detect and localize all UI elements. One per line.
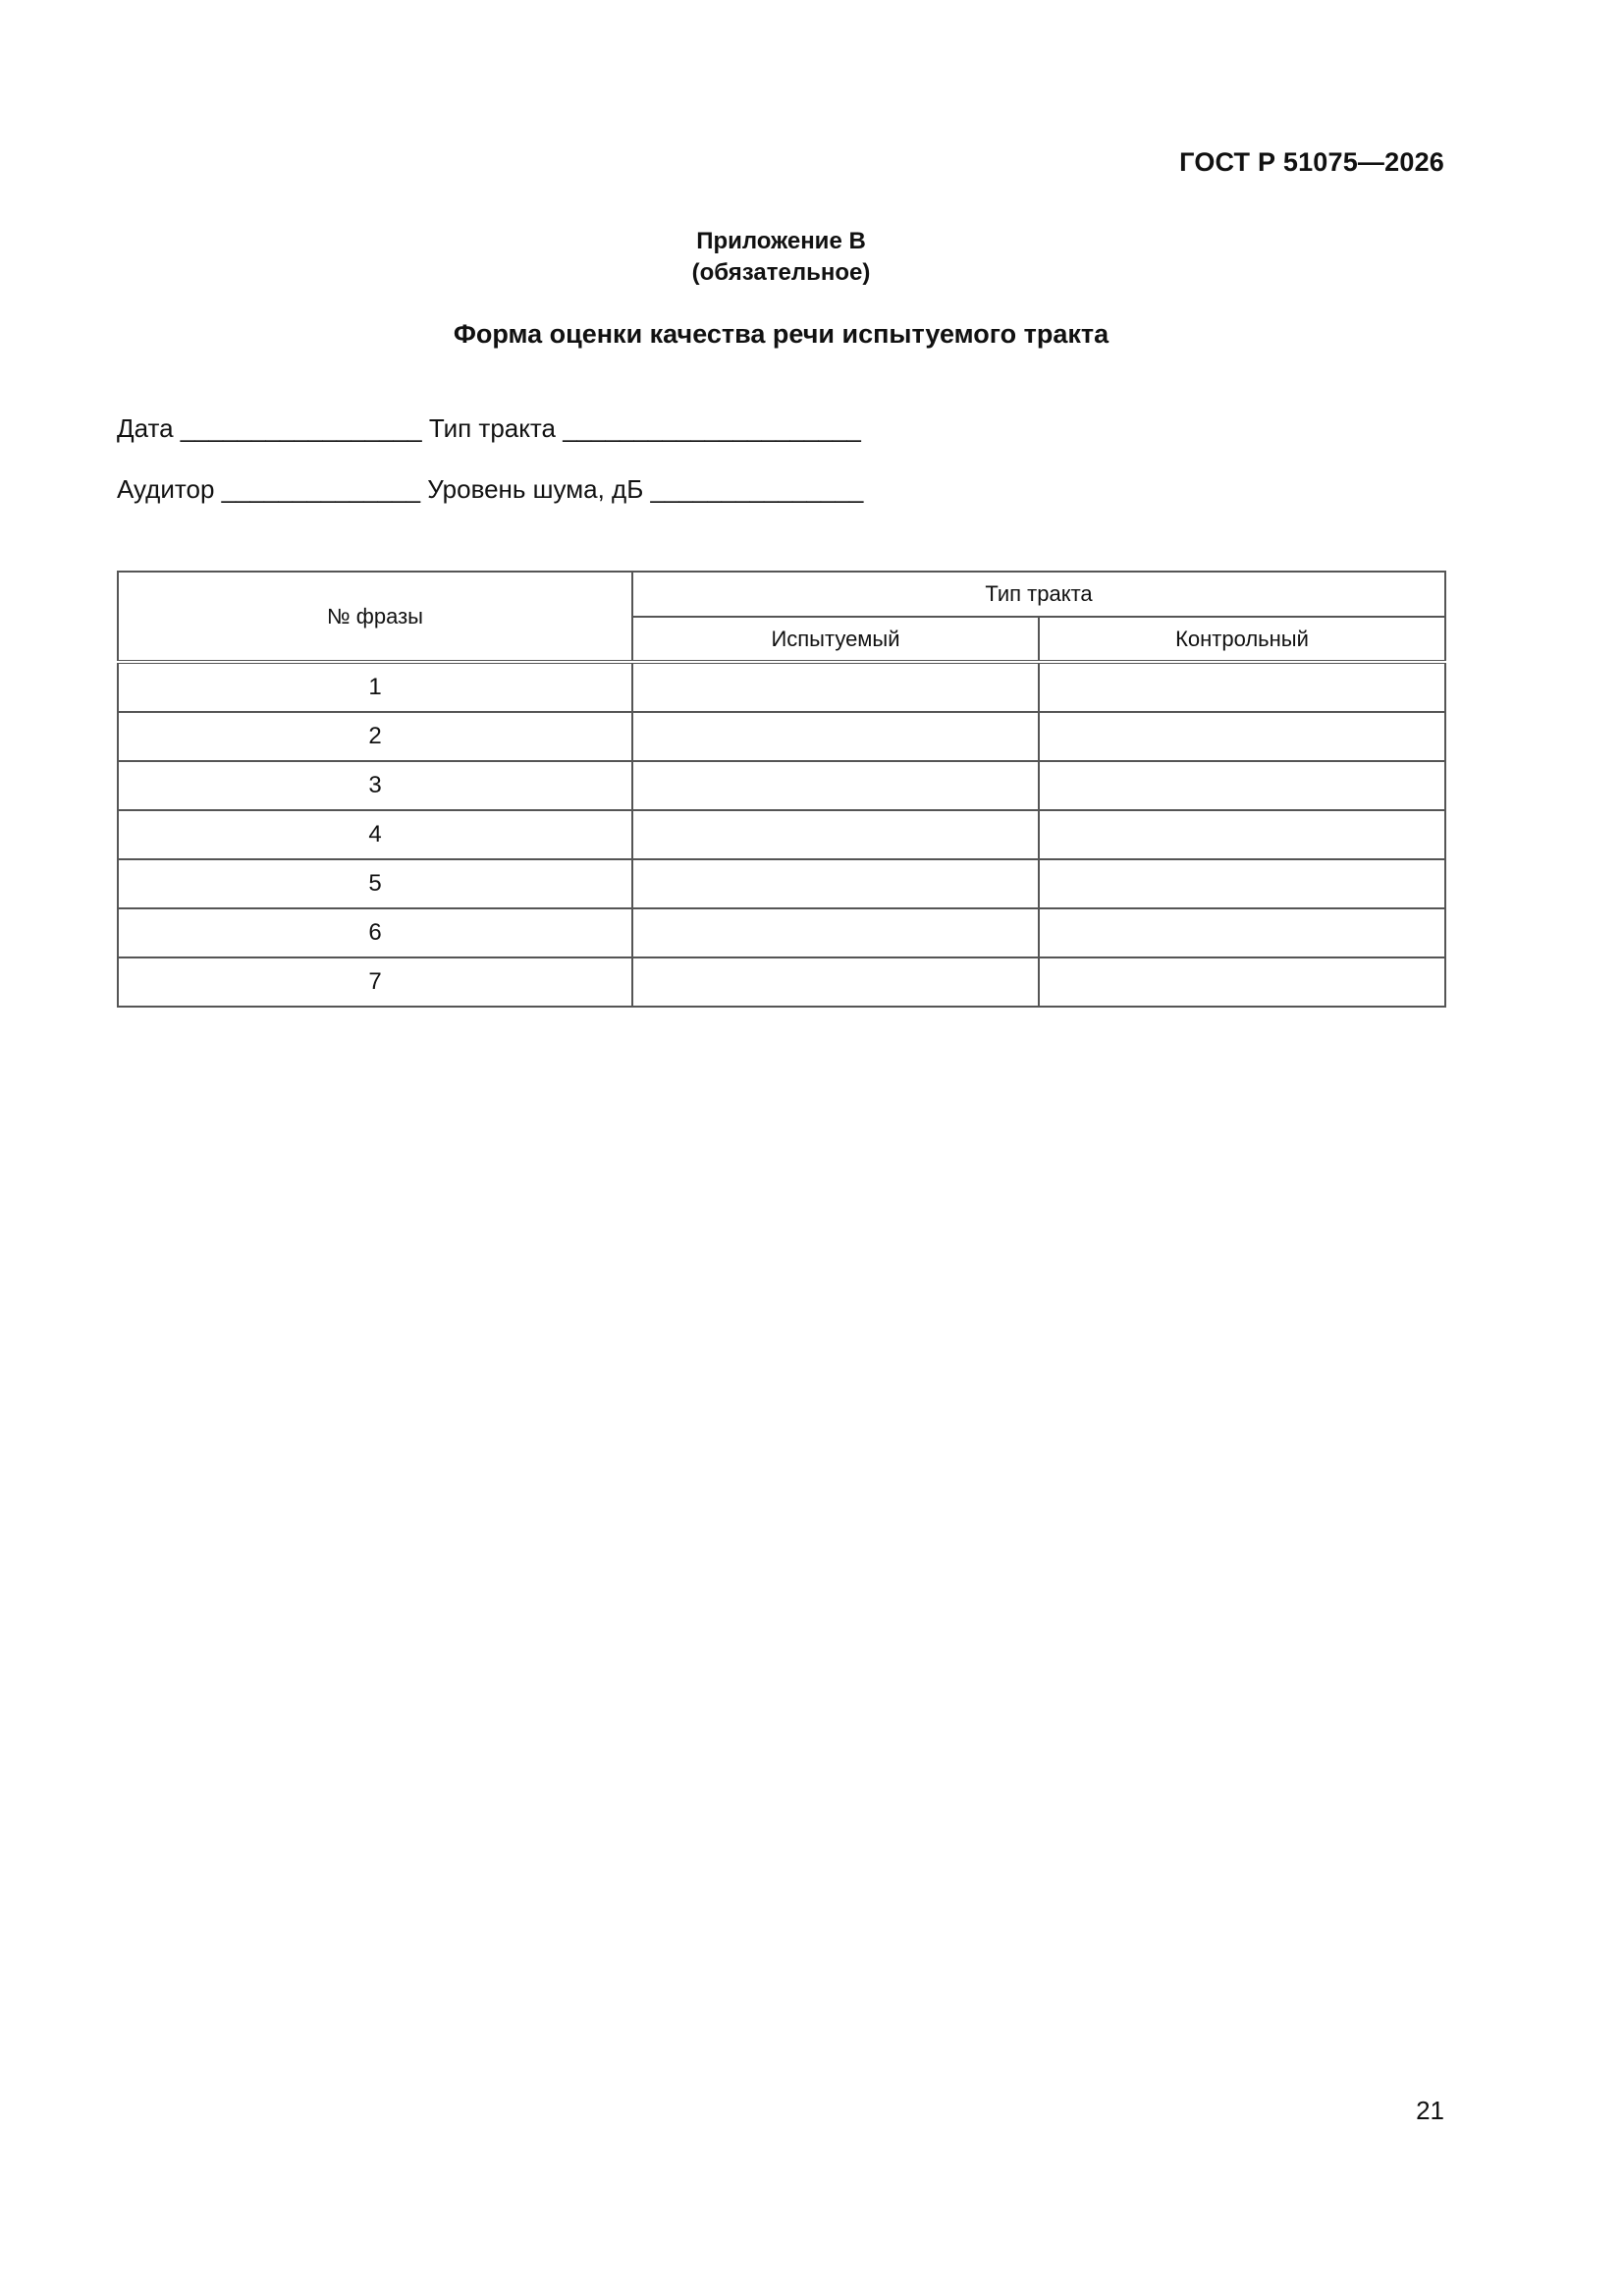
tested-cell bbox=[632, 859, 1039, 908]
table-row bbox=[118, 810, 1445, 859]
control-cell bbox=[1039, 712, 1445, 761]
form-title: Форма оценки качества речи испытуемого тракта bbox=[453, 319, 1109, 349]
control-cell bbox=[1039, 908, 1445, 957]
table-row bbox=[118, 761, 1445, 810]
phrase-number-cell: 2 bbox=[118, 712, 632, 761]
tested-cell bbox=[632, 761, 1039, 810]
tested-cell bbox=[632, 810, 1039, 859]
phrase-number-cell: 3 bbox=[118, 761, 632, 810]
table-row bbox=[118, 957, 1445, 1007]
control-column-header: Контрольный bbox=[1039, 617, 1445, 662]
tested-cell bbox=[632, 957, 1039, 1007]
auditor-and-noise-level-field: Аудитор ______________ Уровень шума, дБ _______________ bbox=[117, 474, 864, 504]
tested-cell bbox=[632, 712, 1039, 761]
page-number: 21 bbox=[1416, 2096, 1444, 2125]
control-cell bbox=[1039, 957, 1445, 1007]
phrase-number-cell: 5 bbox=[118, 859, 632, 908]
tract-type-header: Тип тракта bbox=[632, 572, 1445, 617]
table-row bbox=[118, 908, 1445, 957]
table-row bbox=[118, 662, 1445, 712]
tested-cell bbox=[632, 908, 1039, 957]
evaluation-table bbox=[117, 571, 1446, 1008]
table-row bbox=[118, 712, 1445, 761]
control-cell bbox=[1039, 761, 1445, 810]
phrase-number-cell: 1 bbox=[118, 662, 632, 712]
document-code: ГОСТ Р 51075—2026 bbox=[1179, 147, 1444, 177]
control-cell bbox=[1039, 810, 1445, 859]
tested-column-header: Испытуемый bbox=[632, 617, 1039, 662]
control-cell bbox=[1039, 662, 1445, 712]
appendix-title: Приложение В bbox=[696, 228, 866, 254]
table-row bbox=[118, 859, 1445, 908]
date-and-tract-type-field: Дата _________________ Тип тракта _____________________ bbox=[117, 413, 861, 443]
phrase-number-cell: 4 bbox=[118, 810, 632, 859]
appendix-status: (обязательное) bbox=[691, 259, 871, 286]
control-cell bbox=[1039, 859, 1445, 908]
appendix-heading bbox=[0, 226, 1562, 289]
phrase-number-cell: 6 bbox=[118, 908, 632, 957]
tested-cell bbox=[632, 662, 1039, 712]
phrase-number-header: № фразы bbox=[118, 572, 632, 662]
phrase-number-cell: 7 bbox=[118, 957, 632, 1007]
